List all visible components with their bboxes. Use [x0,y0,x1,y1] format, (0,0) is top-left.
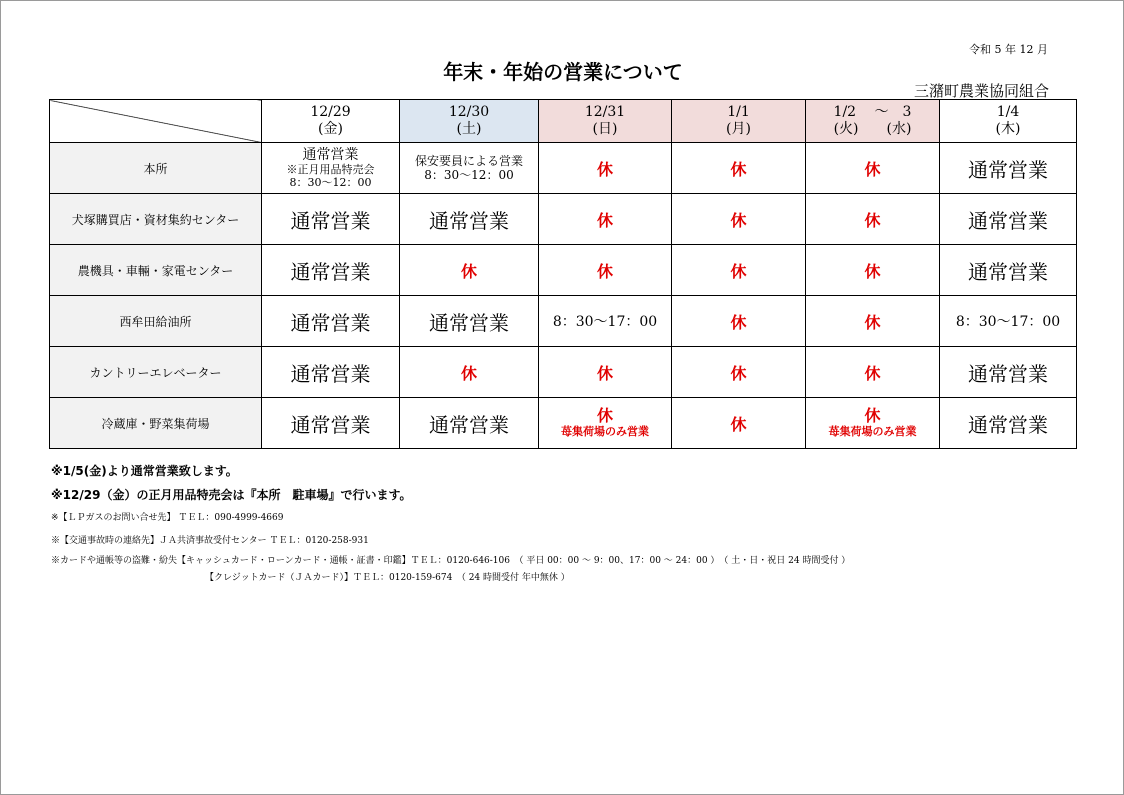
status-cell: 通常営業 [940,143,1077,194]
table-row [50,347,1077,398]
corner-cell [50,100,262,143]
hours-cell: 8：30～17：00 [940,296,1077,347]
row-label: 冷蔵庫・野菜集荷場 [50,398,262,449]
table-row [50,245,1077,296]
column-header: 1/1 (月) [672,100,806,143]
table-row [50,143,1077,194]
closed-cell: 休 [806,194,940,245]
status-cell: 通常営業 [940,347,1077,398]
status-cell: 通常営業 ※正月用品特売会 8：30～12：00 [262,143,400,194]
status-cell: 保安要員による営業 8：30～12：00 [400,143,539,194]
closed-cell: 休 [539,194,672,245]
closed-cell: 休 [672,194,806,245]
hours-cell: 8：30～17：00 [539,296,672,347]
strawberry-note: 苺集荷場のみ営業 [828,425,917,438]
row-label: 犬塚購買店・資材集約センター [50,194,262,245]
issue-date: 令和 5 年 12 月 [969,43,1048,56]
column-header: 12/29 (金) [262,100,400,143]
note-lpgas-contact: ※【ＬＰガスのお問い合せ先】 ＴＥＬ：090-4999-4669 [51,513,284,523]
status-cell: 通常営業 [400,398,539,449]
table-row [50,398,1077,449]
status-cell: 通常営業 [940,398,1077,449]
row-label: 農機具・車輛・家電センター [50,245,262,296]
table-row [50,194,1077,245]
column-header: 1/2 ～ 3 (火) (水) [806,100,940,143]
closed-cell: 休 [539,245,672,296]
column-header: 12/30 (土) [400,100,539,143]
note-sale-location: ※12/29（金）の正月用品特売会は『本所 駐車場』で行います。 [51,488,412,502]
closed-cell: 休 [806,347,940,398]
note-credit-card-contact: 【クレジットカード（ＪＡカード）】ＴＥＬ：0120-159-674 （ 24 時間受付 年中無休 ） [205,573,570,583]
row-label: 本所 [50,143,262,194]
note-accident-contact: ※【交通事故時の連絡先】ＪＡ共済事故受付センター ＴＥＬ：0120-258-931 [51,536,369,546]
status-cell: 通常営業 [262,245,400,296]
closed-cell: 休 [400,347,539,398]
closed-cell: 休 [806,143,940,194]
closed-cell: 休 [539,143,672,194]
closed-cell: 休 [672,347,806,398]
status-cell: 通常営業 [262,194,400,245]
closed-cell: 休 [400,245,539,296]
row-label: 西牟田給油所 [50,296,262,347]
closed-cell: 休 [539,347,672,398]
note-card-loss-contact: ※カードや通帳等の盗難・紛失【キャッシュカード・ローンカード・通帳・証書・印鑑】ＴＥＬ：0120-646-106 （ 平日 00：00 ～ 9：00、17：00 ～ 24：00 ） （ 土・日・祝日 24 時間受付 ） [51,556,851,566]
status-cell: 通常営業 [262,296,400,347]
status-cell: 通常営業 [940,194,1077,245]
closed-cell: 休 [672,143,806,194]
status-cell: 通常営業 [262,398,400,449]
closed-cell: 休 苺集荷場のみ営業 [539,398,672,449]
status-cell: 通常営業 [262,347,400,398]
page-title: 年末・年始の営業について [443,60,683,84]
status-cell: 通常営業 [400,296,539,347]
closed-cell: 休 [806,296,940,347]
organization-name: 三潴町農業協同組合 [914,82,1050,100]
closed-cell: 休 [806,245,940,296]
schedule-table [49,99,1077,449]
status-cell: 通常営業 [400,194,539,245]
closed-cell: 休 [672,398,806,449]
column-header: 12/31 (日) [539,100,672,143]
strawberry-note: 苺集荷場のみ営業 [561,425,649,438]
row-label: カントリーエレベーター [50,347,262,398]
column-header: 1/4 (木) [940,100,1077,143]
table-row [50,296,1077,347]
header-row [50,100,1077,143]
status-cell: 通常営業 [940,245,1077,296]
closed-cell: 休 [672,245,806,296]
note-reopen: ※1/5(金)より通常営業致します。 [51,464,238,478]
closed-cell: 休 [672,296,806,347]
closed-cell: 休 苺集荷場のみ営業 [806,398,940,449]
